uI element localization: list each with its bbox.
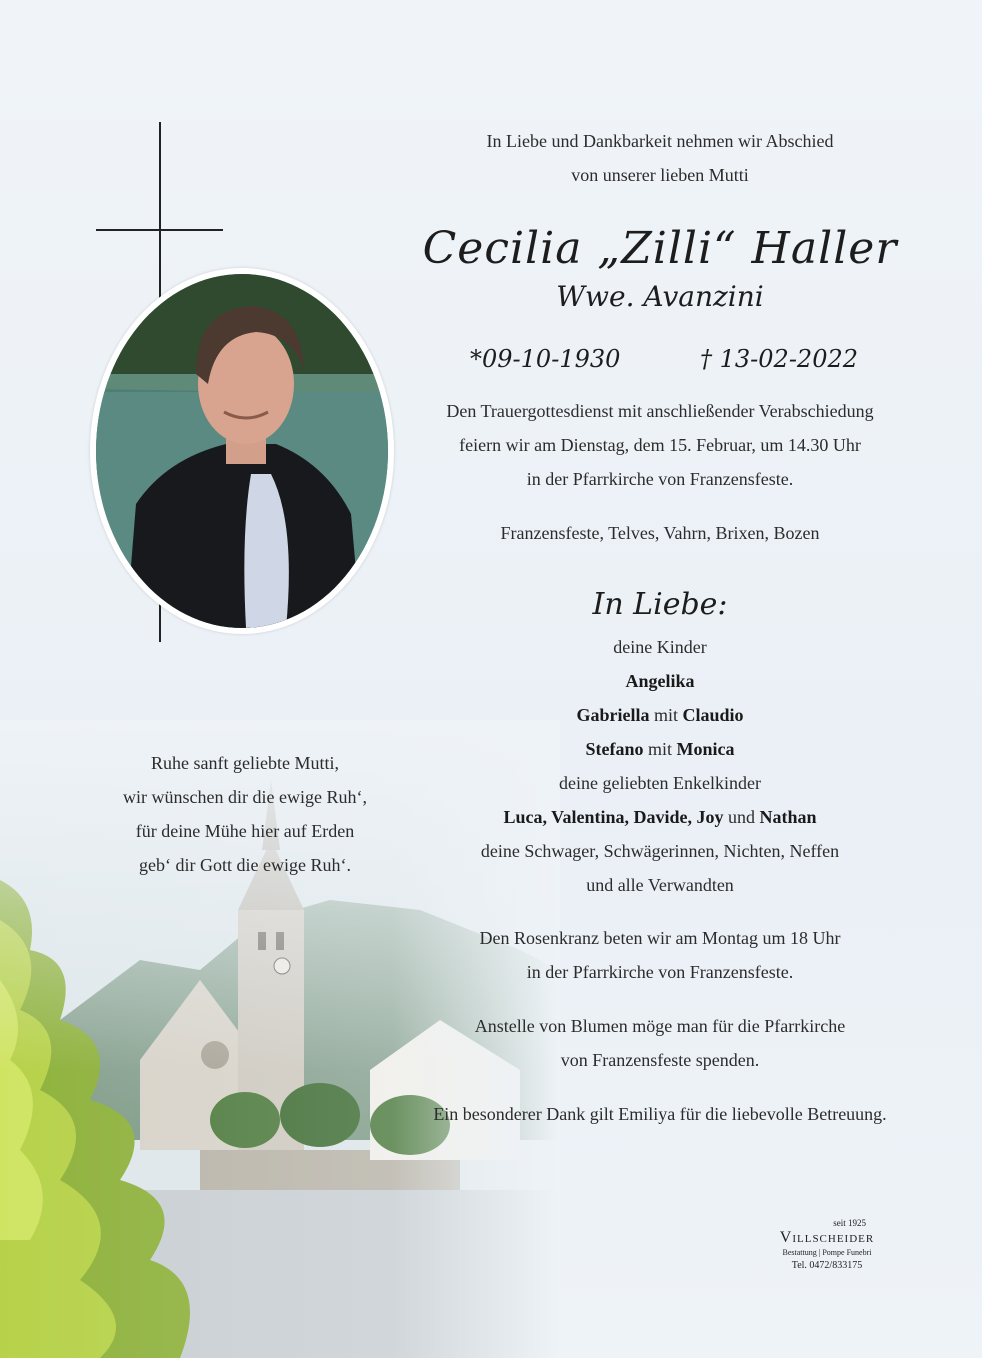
service-line-2: feiern wir am Dienstag, dem 15. Februar, um 14.30 Uhr xyxy=(459,435,861,455)
kid-3-partner: Monica xyxy=(676,739,735,759)
widow-name: Wwe. Avanzini xyxy=(556,280,764,313)
intro-line-1: In Liebe und Dankbarkeit nehmen wir Abschied xyxy=(486,131,834,151)
rosary-text xyxy=(400,921,920,989)
kid-2-partner: Claudio xyxy=(682,705,744,725)
inlaws-line: deine Schwager, Schwägerinnen, Nichten, Neffen xyxy=(480,841,840,861)
grandkids-names: Luca, Valentina, Davide, Joy xyxy=(503,807,724,827)
kid-2: Gabriella xyxy=(576,705,650,725)
service-line-3: in der Pfarrkirche von Franzensfeste. xyxy=(526,469,794,489)
poem-line-1: Ruhe sanft geliebte Mutti, xyxy=(151,753,339,773)
grandkids-and: und xyxy=(728,807,756,827)
kid-3: Stefano xyxy=(585,739,644,759)
funeral-service-text xyxy=(400,394,920,496)
logo-subtitle: Bestattung | Pompe Funebri xyxy=(782,1248,872,1257)
funeral-home-logo xyxy=(752,1218,902,1273)
logo-brand: Villscheider xyxy=(779,1229,875,1246)
grandkid-last: Nathan xyxy=(759,807,817,827)
kid-1: Angelika xyxy=(625,671,695,691)
poem-line-3: für deine Mühe hier auf Erden xyxy=(135,821,355,841)
birth-date: *09-10-1930 xyxy=(470,345,621,373)
cross-horizontal-line xyxy=(96,229,223,231)
in-liebe-heading: In Liebe: xyxy=(592,587,728,622)
logo-phone: Tel. 0472/833175 xyxy=(791,1260,863,1271)
poem-line-4: geb‘ dir Gott die ewige Ruh‘. xyxy=(139,855,351,875)
flowers-line-1: Anstelle von Blumen möge man für die Pfarrkirche xyxy=(474,1016,846,1036)
poem-line-2: wir wünschen dir die ewige Ruh‘, xyxy=(123,787,367,807)
family-list xyxy=(400,630,920,902)
kids-label: deine Kinder xyxy=(613,637,707,657)
poem xyxy=(80,746,410,882)
intro-text xyxy=(420,124,900,192)
logo-since: seit 1925 xyxy=(833,1218,866,1228)
intro-line-2: von unserer lieben Mutti xyxy=(571,165,749,185)
kid-3-with: mit xyxy=(647,739,672,759)
flowers-text xyxy=(400,1009,920,1077)
kid-2-with: mit xyxy=(653,705,678,725)
portrait-photo xyxy=(96,274,388,628)
rosary-line-2: in der Pfarrkirche von Franzensfeste. xyxy=(526,962,794,982)
thanks-text: Ein besonderer Dank gilt Emiliya für die liebevolle Betreuung. xyxy=(433,1104,887,1124)
flowers-line-2: von Franzensfeste spenden. xyxy=(560,1050,760,1070)
death-date: † 13-02-2022 xyxy=(700,345,859,373)
places-text: Franzensfeste, Telves, Vahrn, Brixen, Bozen xyxy=(500,523,820,543)
grandkids-label: deine geliebten Enkelkinder xyxy=(559,773,761,793)
service-line-1: Den Trauergottesdienst mit anschließender Verabschiedung xyxy=(446,401,874,421)
rosary-line-1: Den Rosenkranz beten wir am Montag um 18 Uhr xyxy=(479,928,841,948)
deceased-name: Cecilia „Zilli“ Haller xyxy=(422,223,898,274)
relatives-line: und alle Verwandten xyxy=(586,875,734,895)
